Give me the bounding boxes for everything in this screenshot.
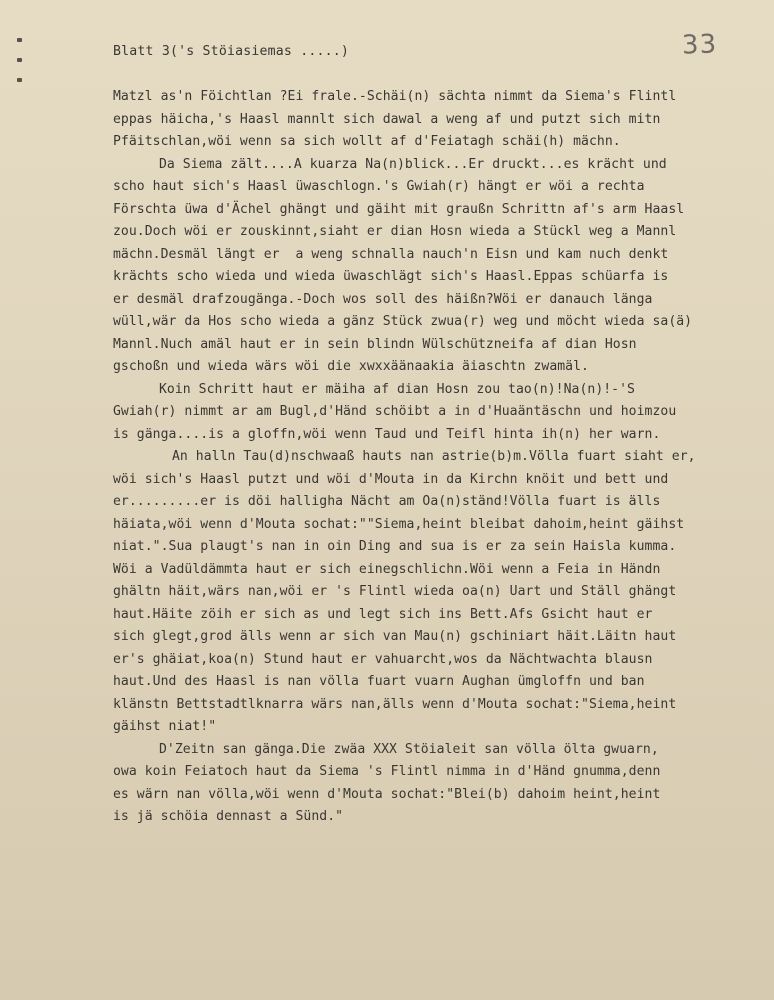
text-line: er desmäl drafzougänga.-Doch wos soll des häißn?Wöi er danauch länga: [113, 291, 653, 307]
text-line: krächts scho wieda und wieda üwaschlägt sich's Haasl.Eppas schüarfa is: [113, 269, 669, 284]
text-line: wüll,wär da Hos scho wieda a gänz Stück zwua(r) weg und möcht wieda sa(ä): [113, 314, 693, 329]
text-line: Mannl.Nuch amäl haut er in sein blindn Wülschützneifa af dian Hosn: [113, 336, 637, 352]
text-line: An halln Tau(d)nschwaaß hauts nan astrie(b)m.Völla fuart siaht er,: [172, 449, 696, 464]
page-header: Blatt 3('s Stöiasiemas .....): [113, 44, 350, 59]
text-line: er.........er is döi halligha Nächt am Oa(n)ständ!Völla fuart is älls: [113, 494, 661, 509]
text-line: Pfäitschlan,wöi wenn sa sich wollt af d'Feiatagh schäi(h) mächn.: [113, 134, 621, 149]
binder-hole-mark: [17, 78, 22, 82]
text-line: Förschta üwa d'Ächel ghängt und gäiht mit graußn Schrittn af's arm Haasl: [113, 201, 685, 217]
text-line: mächn.Desmäl längt er a weng schnalla nauch'n Eisn und kam nuch denkt: [113, 246, 669, 262]
text-line: owa koin Feiatoch haut da Siema 's Flintl nimma in d'Händ gnumma,denn: [113, 764, 661, 779]
page-number: 33: [681, 29, 718, 61]
text-line: gäihst niat!": [113, 719, 217, 734]
text-line: scho haut sich's Haasl üwaschlogn.'s Gwiah(r) hängt er wöi a rechta: [113, 179, 645, 194]
text-line: Wöi a Vadüldämmta haut er sich einegschlichn.Wöi wenn a Feia in Händn: [113, 561, 661, 577]
text-line: gschoßn und wieda wärs wöi die xwxxäänaakia äiaschtn zwamäl.: [113, 359, 589, 374]
text-line: wöi sich's Haasl putzt und wöi d'Mouta in da Kirchn knöit und bett und: [113, 471, 669, 487]
text-line: is jä schöia dennast a Sünd.": [113, 809, 344, 824]
text-line: niat.".Sua plaugt's nan in oin Ding and sua is er za sein Haisla kumma.: [113, 539, 677, 554]
text-line: haut.Häite zöih er sich as und legt sich ins Bett.Afs Gsicht haut er: [113, 606, 653, 622]
text-line: klänstn Bettstadtlknarra wärs nan,älls wenn d'Mouta sochat:"Siema,heint: [113, 696, 677, 712]
text-line: häiata,wöi wenn d'Mouta sochat:""Siema,heint bleibat dahoim,heint gäihst: [113, 516, 685, 532]
text-line: es wärn nan völla,wöi wenn d'Mouta sochat:"Blei(b) dahoim heint,heint: [113, 786, 661, 802]
body-text: [113, 86, 763, 829]
text-line: Da Siema zält....A kuarza Na(n)blick...Er druckt...es krächt und: [159, 156, 667, 172]
binder-hole-mark: [17, 38, 22, 42]
binder-holes: [17, 38, 27, 98]
text-line: er's ghäiat,koa(n) Stund haut er vahuarcht,wos da Nächtwachta blausn: [113, 651, 653, 667]
text-line: Gwiah(r) nimmt ar am Bugl,d'Händ schöibt a in d'Huaäntäschn und hoimzou: [113, 404, 677, 419]
text-line: ghältn häit,wärs nan,wöi er 's Flintl wieda oa(n) Uart und Ställ ghängt: [113, 584, 677, 599]
text-line: D'Zeitn san gänga.Die zwäa XXX Stöialeit san völla ölta gwuarn,: [159, 741, 659, 757]
text-line: sich glegt,grod älls wenn ar sich van Mau(n) gschiniart häit.Läitn haut: [113, 629, 677, 644]
text-line: zou.Doch wöi er zouskinnt,siaht er dian Hosn wieda a Stückl weg a Mannl: [113, 224, 677, 239]
text-line: eppas häicha,'s Haasl mannlt sich dawal a weng af und putzt sich mitn: [113, 111, 661, 127]
text-line: Koin Schritt haut er mäiha af dian Hosn zou tao(n)!Na(n)!-'S: [159, 381, 635, 397]
binder-hole-mark: [17, 58, 22, 62]
text-line: haut.Und des Haasl is nan völla fuart vuarn Aughan ümgloffn und ban: [113, 674, 645, 689]
text-line: is gänga....is a gloffn,wöi wenn Taud und Teifl hinta ih(n) her warn.: [113, 426, 661, 442]
text-line: Matzl as'n Föichtlan ?Ei frale.-Schäi(n) sächta nimmt da Siema's Flintl: [113, 89, 677, 104]
